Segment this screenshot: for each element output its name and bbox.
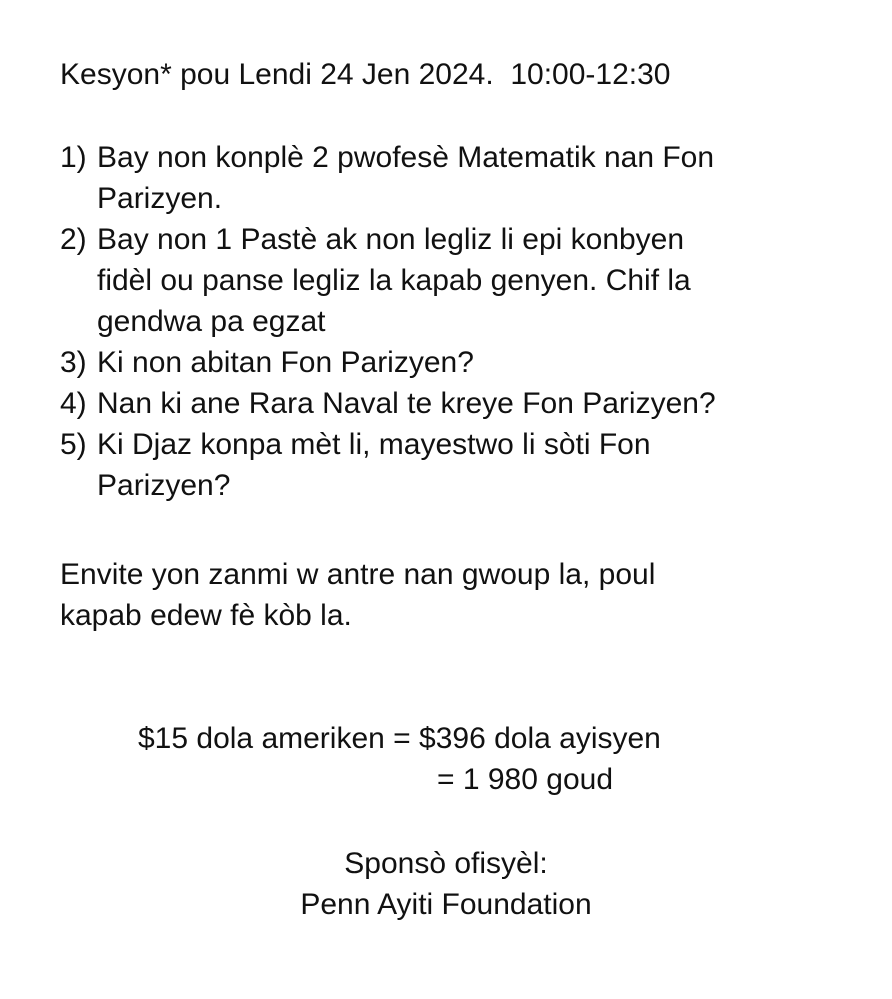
question-number: 5)	[60, 428, 87, 461]
question-text-line: fidèl ou panse legliz la kapab genyen. Chif la	[97, 264, 691, 297]
question-text-line: Ki Djaz konpa mèt li, mayestwo li sòti Fon	[97, 428, 651, 461]
question-text	[97, 219, 860, 342]
question-text-line: Ki non abitan Fon Parizyen?	[97, 346, 474, 379]
question-text-line: Nan ki ane Rara Naval te kreye Fon Parizyen?	[97, 387, 716, 420]
question-item-2	[60, 219, 860, 342]
question-item-4	[60, 383, 860, 424]
question-text-line: Parizyen.	[97, 182, 223, 215]
sponsor-block	[0, 843, 892, 925]
question-item-3	[60, 342, 860, 383]
question-number: 3)	[60, 346, 87, 379]
question-text	[97, 342, 860, 383]
sponsor-label: Sponsò ofisyèl:	[344, 847, 548, 880]
question-number: 4)	[60, 387, 87, 420]
invite-paragraph	[60, 554, 820, 636]
invite-line: Envite yon zanmi w antre nan gwoup la, poul	[60, 558, 656, 591]
sponsor-name: Penn Ayiti Foundation	[300, 888, 592, 921]
question-text	[97, 424, 860, 506]
question-text	[97, 383, 860, 424]
currency-conversion	[138, 718, 838, 800]
question-item-5	[60, 424, 860, 506]
question-item-1	[60, 137, 860, 219]
invite-line: kapab edew fè kòb la.	[60, 599, 352, 632]
question-text-line: gendwa pa egzat	[97, 305, 326, 338]
document-title: Kesyon* pou Lendi 24 Jen 2024. 10:00-12:30	[60, 58, 671, 91]
question-number: 1)	[60, 141, 87, 174]
question-list	[60, 137, 860, 506]
question-text-line: Parizyen?	[97, 469, 231, 502]
currency-line-usd-htg: $15 dola ameriken = $396 dola ayisyen	[138, 722, 661, 755]
currency-line-goud: = 1 980 goud	[437, 763, 614, 796]
question-text	[97, 137, 860, 219]
question-text-line: Bay non konplè 2 pwofesè Matematik nan Fon	[97, 141, 715, 174]
question-text-line: Bay non 1 Pastè ak non legliz li epi konbyen	[97, 223, 685, 256]
question-number: 2)	[60, 223, 87, 256]
